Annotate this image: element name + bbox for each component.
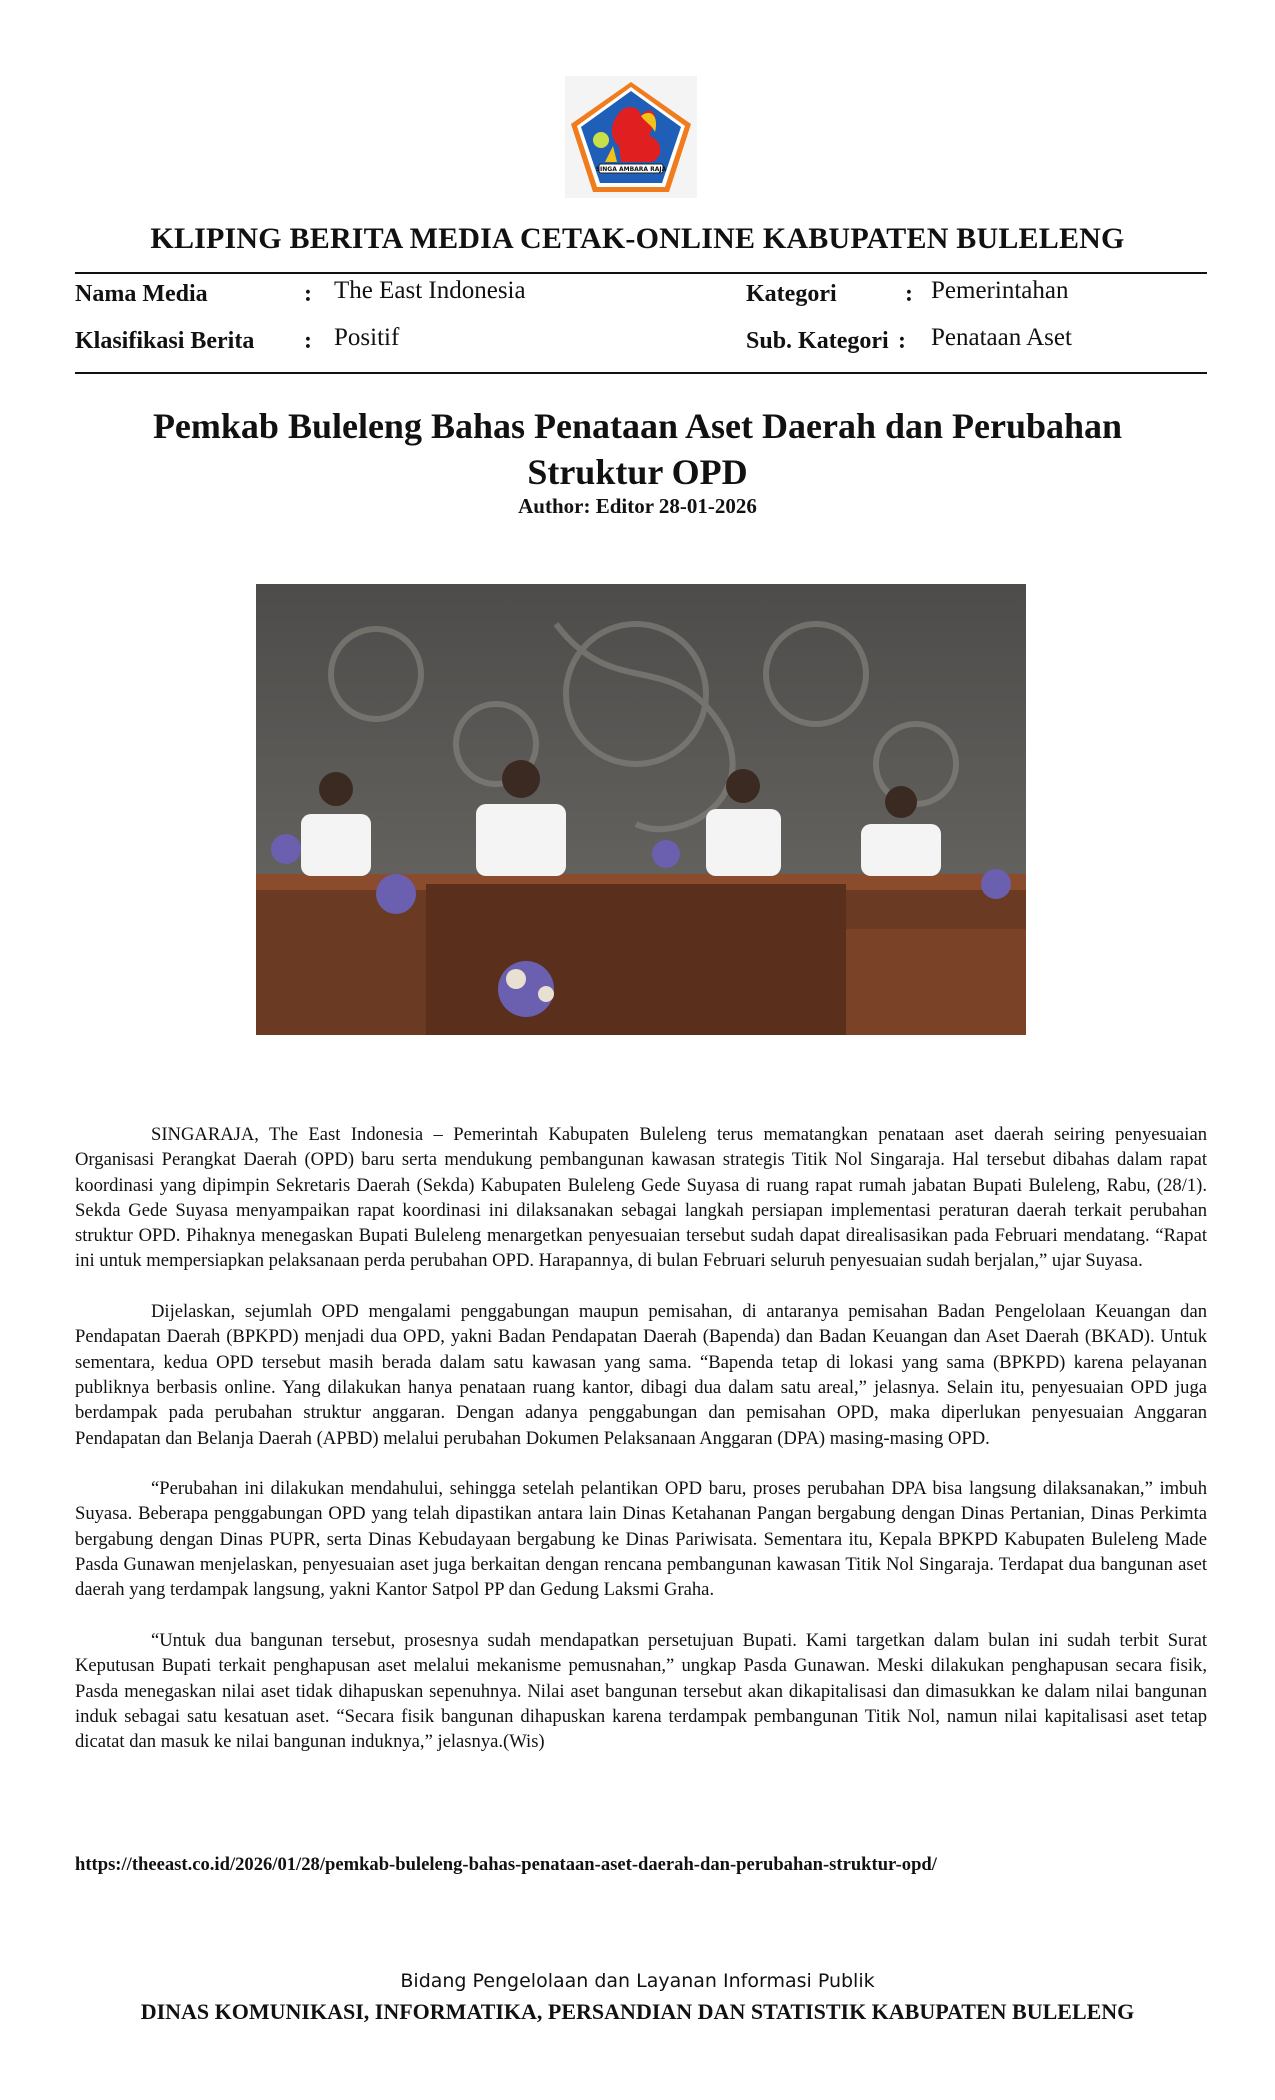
colon: : [304, 281, 312, 307]
colon: : [304, 328, 312, 354]
colon: : [898, 328, 906, 354]
kategori-label: Kategori [746, 281, 837, 307]
svg-text:SINGA AMBARA RAJA: SINGA AMBARA RAJA [595, 166, 667, 173]
klasifikasi-label: Klasifikasi Berita [75, 328, 255, 354]
footer-department: Bidang Pengelolaan dan Layanan Informasi Publik [400, 1970, 875, 1992]
article-headline: Pemkab Buleleng Bahas Penataan Aset Daerah dan Perubahan Struktur OPD [152, 406, 1123, 492]
article-author-date: Author: Editor 28-01-2026 [518, 494, 757, 518]
colon: : [905, 281, 913, 307]
article-body [75, 1122, 1207, 1780]
divider [75, 272, 1207, 274]
article-paragraph: SINGARAJA, The East Indonesia – Pemerintah Kabupaten Buleleng terus mematangkan penataan aset daerah seiring penyesuaian Organisasi Perangkat Daerah (OPD) baru serta mendukung pembangunan kawasan strategis Titik Nol Singaraja. Hal tersebut dibahas dalam rapat koordinasi yang dipimpin Sekretaris Daerah (Sekda) Kabupaten Buleleng Gede Suyasa di ruang rapat rumah jabatan Bupati Buleleng, Rabu, (28/1). Sekda Gede Suyasa menyampaikan rapat koordinasi ini dilaksanakan sebagai langkah persiapan implementasi peraturan daerah terkait perubahan struktur OPD. Pihaknya menegaskan Bupati Buleleng menargetkan penyesuaian tersebut sudah dapat direalisasikan pada Februari mendatang. “Rapat ini untuk mempersiapkan pelaksanaan perda perubahan OPD. Harapannya, di bulan Februari seluruh penyesuaian sudah berjalan,” ujar Suyasa. [75, 1124, 1207, 1272]
source-url-link[interactable]: https://theeast.co.id/2026/01/28/pemkab-buleleng-bahas-penataan-aset-daerah-dan-perubahan-struktur-opd/ [75, 1854, 937, 1875]
document-title: KLIPING BERITA MEDIA CETAK-ONLINE KABUPATEN BULELENG [150, 222, 1125, 255]
nama-media-label: Nama Media [75, 281, 208, 307]
article-paragraph: Dijelaskan, sejumlah OPD mengalami penggabungan maupun pemisahan, di antaranya pemisahan Badan Pengelolaan Keuangan dan Pendapatan Daerah (BPKPD) menjadi dua OPD, yakni Badan Pendapatan Daerah (Bapenda) dan Badan Keuangan dan Aset Daerah (BKAD). Untuk sementara, kedua OPD tersebut masih berada dalam satu kawasan yang sama. “Bapenda tetap di lokasi yang sama (BPKPD) karena pelayanan publiknya berbasis online. Yang dilakukan hanya penataan ruang kantor, dibagi dua dalam satu areal,” jelasnya. Selain itu, penyesuaian OPD juga berdampak pada perubahan struktur anggaran. Dengan adanya penggabungan dan pemisahan OPD, maka diperlukan penyesuaian Anggaran Pendapatan dan Belanja Daerah (APBD) melalui perubahan Dokumen Pelaksanaan Anggaran (DPA) masing-masing OPD. [75, 1301, 1207, 1449]
article-paragraph: “Untuk dua bangunan tersebut, prosesnya sudah mendapatkan persetujuan Bupati. Kami targetkan dalam bulan ini sudah terbit Surat Keputusan Bupati terkait penghapusan aset melalui mekanisme pemusnahan,” ungkap Pasda Gunawan. Meski dilakukan penghapusan secara fisik, Pasda menegaskan nilai aset tidak dihapuskan sepenuhnya. Nilai aset bangunan tersebut akan dikapitalisasi dan dimasukkan ke dalam nilai bangunan induk sebagai satu kesatuan aset. “Secara fisik bangunan dihapuskan karena terdampak pembangunan Titik Nol, namun nilai kapitalisasi aset tetap dicatat dan masuk ke nilai bangunan induknya,” jelasnya.(Wis) [75, 1629, 1207, 1753]
footer-agency: DINAS KOMUNIKASI, INFORMATIKA, PERSANDIAN DAN STATISTIK KABUPATEN BULELENG [140, 1999, 1135, 2024]
article-photo [256, 584, 1026, 1035]
sub-kategori-label: Sub. Kategori [746, 328, 889, 354]
kategori-value: Pemerintahan [931, 277, 1069, 304]
sub-kategori-value: Penataan Aset [931, 324, 1072, 351]
nama-media-value: The East Indonesia [334, 277, 526, 304]
klasifikasi-value: Positif [334, 324, 400, 351]
kabupaten-buleleng-logo [565, 76, 697, 198]
article-paragraph: “Perubahan ini dilakukan mendahului, sehingga setelah pelantikan OPD baru, proses perubahan DPA bisa langsung dilaksanakan,” imbuh Suyasa. Beberapa penggabungan OPD yang telah dipastikan antara lain Dinas Ketahanan Pangan bergabung dengan Dinas Pertanian, Dinas Perkimta bergabung dengan Dinas PUPR, serta Dinas Kebudayaan bergabung ke Dinas Pariwisata. Sementara itu, Kepala BPKPD Kabupaten Buleleng Made Pasda Gunawan menjelaskan, penyesuaian aset juga berkaitan dengan rencana pembangunan kawasan Titik Nol Singaraja. Terdapat dua bangunan aset daerah yang terdampak langsung, yakni Kantor Satpol PP dan Gedung Laksmi Graha. [75, 1478, 1207, 1601]
divider [75, 372, 1207, 374]
